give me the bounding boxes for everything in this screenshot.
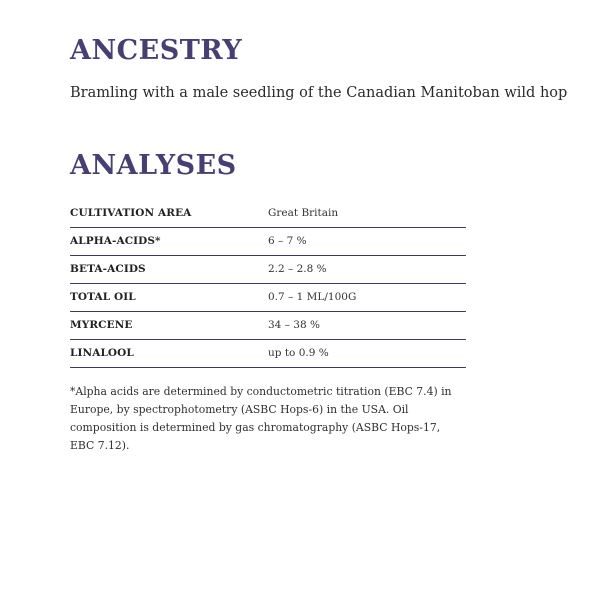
row-value-alpha-acids: 6 – 7 % bbox=[268, 235, 307, 247]
ancestry-description: Bramling with a male seedling of the Canadian Manitoban wild hop bbox=[70, 85, 568, 101]
row-value-total-oil: 0.7 – 1 ML/100G bbox=[268, 291, 357, 303]
table-row bbox=[70, 312, 466, 340]
row-label-cultivation-area: CULTIVATION AREA bbox=[70, 207, 192, 219]
table-row bbox=[70, 256, 466, 284]
analyses-heading: ANALYSES bbox=[70, 150, 237, 181]
row-value-linalool: up to 0.9 % bbox=[268, 347, 329, 359]
row-value-beta-acids: 2.2 – 2.8 % bbox=[268, 263, 327, 275]
row-label-linalool: LINALOOL bbox=[70, 347, 134, 359]
row-label-beta-acids: BETA-ACIDS bbox=[70, 263, 146, 275]
row-value-myrcene: 34 – 38 % bbox=[268, 319, 320, 331]
table-row bbox=[70, 284, 466, 312]
row-label-total-oil: TOTAL OIL bbox=[70, 291, 136, 303]
table-row bbox=[70, 200, 466, 228]
row-label-myrcene: MYRCENE bbox=[70, 319, 133, 331]
analyses-footnote: *Alpha acids are determined by conductometric titration (EBC 7.4) in Europe, by spectrophotometry (ASBC Hops-6) in the USA. Oil composition is determined by gas chromatography (ASBC Hops-17, EBC 7.12). bbox=[70, 385, 452, 452]
ancestry-heading: ANCESTRY bbox=[70, 35, 243, 66]
table-row bbox=[70, 340, 466, 368]
row-value-cultivation-area: Great Britain bbox=[268, 207, 339, 219]
table-row bbox=[70, 228, 466, 256]
analyses-table bbox=[70, 200, 466, 368]
row-label-alpha-acids: ALPHA-ACIDS* bbox=[70, 235, 161, 247]
